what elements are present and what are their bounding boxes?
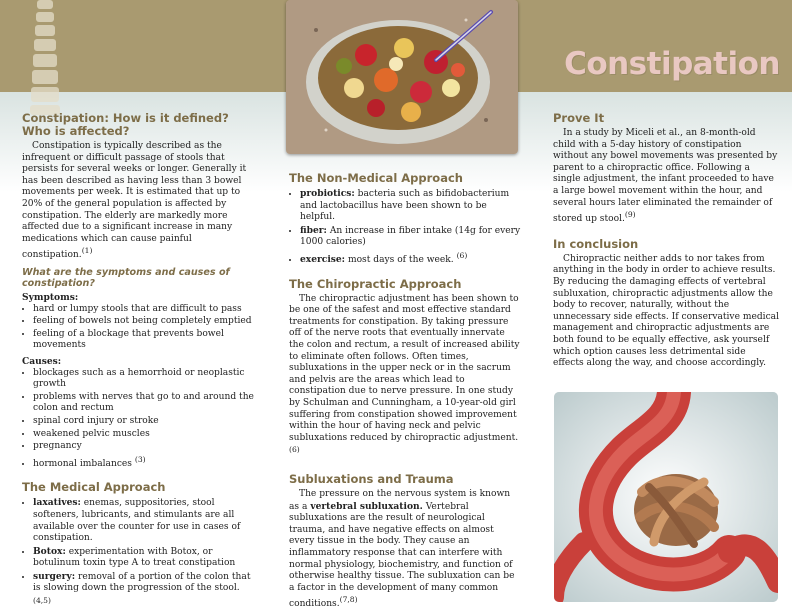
subluxations-heading: Subluxations and Trauma <box>289 471 454 486</box>
definition-paragraph: Constipation is typically described as the infrequent or difficult passage of stools that persists for several weeks or longer. Generally it has been described as having less than 3 bowel movements per week. It is estimated that up to 20% of the general population is affected by constipation. The elderly are markedly more affected due to a significant increase in many medications which can cause painful constipation.$^{(1)}$ <box>22 141 247 261</box>
chiropractic-heading: The Chiropractic Approach <box>289 276 462 291</box>
medical-approach-heading: The Medical Approach <box>22 480 166 495</box>
list-item: • feeling of bowels not being completely emptied <box>33 316 254 328</box>
prove-it-paragraph: In a study by Miceli et al., an 8-month-old child with a 5-day history of constipation without any bowel movements was presented by parent to a chiropractic office. Following a single adjustment, the infant proceeded to have a large bowel movement within the hour, and several hours later eliminated the remainder of stored up stool.$^{(9)}$ <box>553 128 778 225</box>
page-title: Constipation <box>564 46 780 82</box>
list-item: • surgery: removal of a portion of the colon that is slowing down the progression of the stool.$^{(4,5)}$ <box>33 571 254 612</box>
symptoms-list <box>22 304 254 352</box>
subluxations-paragraph: The pressure on the nervous system is known as a vertebral subluxation. Vertebral subluxations are the result of neurological trauma, and have negative effects on almost every tissue in the body. They cause an inflammatory response that can interfere with normal physiology, biochemistry, and function of otherwise healthy tissue. The subluxation can be a factor in the development of many common conditions.$^{(7,8)}$ <box>289 488 515 610</box>
list-item: • weakened pelvic muscles <box>33 429 254 441</box>
symptoms-causes-heading: What are the symptoms and causes of constipation? <box>22 266 230 289</box>
definition-heading: Constipation: How is it defined? Who is affected? <box>22 111 229 138</box>
list-item: • spinal cord injury or stroke <box>33 416 254 428</box>
list-item: • blockages such as a hemorrhoid or neoplastic growth <box>33 368 254 391</box>
prove-it-heading: Prove It <box>553 111 605 125</box>
column-left <box>22 112 254 616</box>
chiropractic-paragraph: The chiropractic adjustment has been shown to be one of the safest and most effective standard treatments for constipation. By taking pressure off of the nerve roots that eventually innervate the colon and rectum, a result of increased ability to eliminate often follows. Often times, subluxations in the upper neck or in the sacrum and pelvis are the areas which lead to constipation due to nerve pressure. In one study by Schulman and Cunningham, a 10-year-old girl suffering from constipation showed improvement within the hour of having neck and pelvic subluxations reduced by chiropractic adjustment.$^{(6)}$ <box>289 293 520 455</box>
column-right <box>553 112 779 375</box>
list-item: • exercise: most days of the week. $^{(6)}$ <box>300 250 521 267</box>
list-item: • probiotics: bacteria such as bifidobacterium and lactobacillus have been shown to be helpful. <box>300 188 521 224</box>
list-item: • Botox: experimentation with Botox, or botulinum toxin type A to treat constipation <box>33 546 254 570</box>
fruit-bowl-photo <box>286 0 518 154</box>
list-item: • pregnancy <box>33 441 254 453</box>
symptoms-label: Symptoms: <box>22 291 79 303</box>
conclusion-paragraph: Chiropractic neither adds to nor takes from anything in the body in order to achieve results. By reducing the damaging effects of vertebral subluxation, chiropractic adjustments allow the body to recover, naturally, without the unnecessary side effects. If conservative medical management and chiropractic adjustments are both found to be equally effective, ask yourself which option causes less detrimental side effects along the way, and choose accordingly. <box>553 253 780 369</box>
causes-list <box>22 368 254 471</box>
knotted-stomach-illustration <box>554 392 778 602</box>
list-item: • hard or lumpy stools that are difficult to pass <box>33 304 254 316</box>
spine-graphic <box>22 0 68 115</box>
non-medical-list <box>289 188 521 267</box>
list-item: • problems with nerves that go to and around the colon and rectum <box>33 392 254 415</box>
medical-approach-list <box>22 497 254 611</box>
list-item: • feeling of a blockage that prevents bowel movements <box>33 329 254 352</box>
list-item: • hormonal imbalances $^{(3)}$ <box>33 454 254 471</box>
non-medical-heading: The Non-Medical Approach <box>289 171 463 185</box>
list-item: • fiber: An increase in fiber intake (14g for every 1000 calories) <box>300 225 521 249</box>
conclusion-heading: In conclusion <box>553 236 639 251</box>
list-item: • laxatives: enemas, suppositories, stool softeners, lubricants, and stimulants are all available over the counter for use in cases of constipation. <box>33 497 254 544</box>
causes-label: Causes: <box>22 355 62 367</box>
column-middle <box>289 172 521 616</box>
